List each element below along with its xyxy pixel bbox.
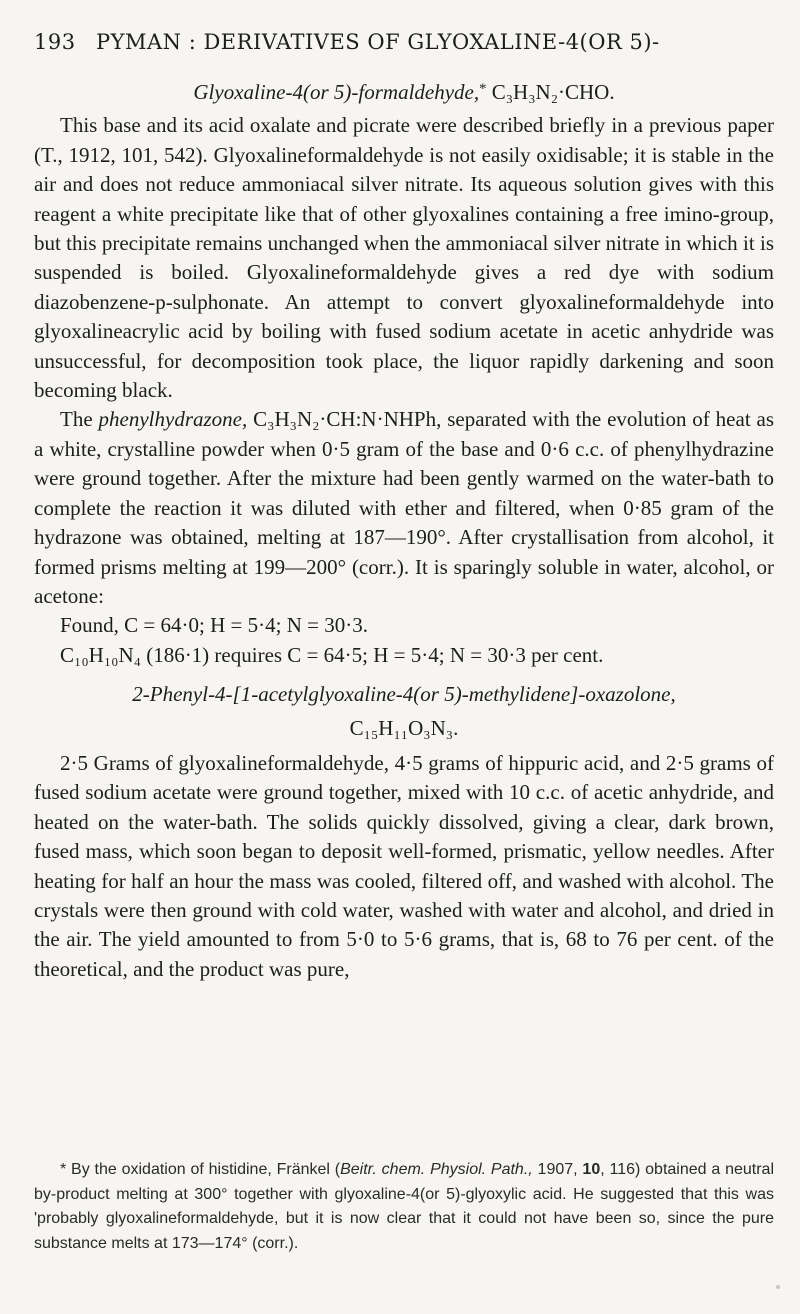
running-title: PYMAN : DERIVATIVES OF GLYOXALINE-4(OR 5)- xyxy=(96,30,660,54)
section-heading-glyoxaline-formaldehyde xyxy=(34,78,774,107)
page-number: 193 xyxy=(34,30,76,54)
body-text xyxy=(34,72,774,984)
footnote-volume: 10 xyxy=(582,1161,601,1178)
footnote-year: 1907, xyxy=(532,1161,583,1178)
running-header xyxy=(34,30,774,54)
footnote-journal: Beitr. chem. Physiol. Path., xyxy=(340,1161,533,1178)
analysis-requires: C₁₀H₁₀N₄ (186·1) requires C = 64·5; H = 5·4; N = 30·3 per cent. xyxy=(60,642,604,667)
section-heading-oxazolone xyxy=(34,680,774,709)
compound-formula-phenylhydrazone: C₃H₃N₂·CH:N·NHPh, xyxy=(253,407,442,432)
compound-name-phenylhydrazone: phenylhydrazone, xyxy=(98,407,248,432)
compound-formula: C₃H₃N₂·CHO. xyxy=(491,80,615,104)
paragraph-body: separated with the evolution of heat as a white, crystalline powder when 0·5 gram of the base and 0·6 c.c. of phenylhydrazine were ground together. After the mixture had been gently warmed on the water-bath to complete the reaction it was diluted with ether and filtered, when 0·85 gram of the hydrazone was obtained, melting at 187—190°. After crystallisation from alcohol, it formed prisms melting at 199—200° (corr.). It is sparingly soluble in water, alcohol, or acetone: xyxy=(34,407,775,608)
paragraph-lead: The xyxy=(60,407,93,432)
paragraph-properties: This base and its acid oxalate and picrate were described briefly in a previous paper (T., 1912, 101, 542). Glyoxalineformaldehyde is not easily oxidisable; it is stable in the air and does not reduce ammoniacal silver nitrate. Its aqueous solution gives with this reagent a white precipitate like that of other glyoxalines containing a free imino-group, but this precipitate remains unchanged when the ammoniacal silver nitrate in which it is suspended is boiled. Glyoxalineformaldehyde gives a red dye with sodium diazobenzene-p-sulphonate. An attempt to convert glyoxalineformaldehyde into glyoxalineacrylic acid by boiling with fused sodium acetate in acetic anhydride was unsuccessful, for decomposition took place, the liquor rapidly darkening and soon becoming black. xyxy=(34,113,774,403)
paragraph-oxazolone-preparation: 2·5 Grams of glyoxalineformaldehyde, 4·5 grams of hippuric acid, and 2·5 grams of fused sodium acetate were ground together, mixed with 10 c.c. of acetic anhydride, and heated on the water-bath. The solids quickly dissolved, giving a clear, dark brown, fused mass, which soon began to deposit well-formed, prismatic, yellow needles. After heating for half an hour the mass was cooled, filtered off, and washed with alcohol. The crystals were then ground with cold water, washed with water and alcohol, and dried in the air. The yield amounted to from 5·0 to 5·6 grams, that is, 68 to 76 per cent. of the theoretical, and the product was pure, xyxy=(34,750,774,981)
footnote xyxy=(34,1158,774,1256)
compound-formula-oxazolone: C₁₅H₁₁O₃N₃. xyxy=(349,715,459,740)
compound-name-oxazolone: 2-Phenyl-4-[1-acetylglyoxaline-4(or 5)-methylidene]-oxazolone, xyxy=(132,682,676,707)
footnote-lead: * By the oxidation of histidine, Fränkel ( xyxy=(60,1161,341,1178)
footnote-marker: * xyxy=(479,81,487,98)
paragraph-phenylhydrazone xyxy=(34,405,774,611)
page-speck xyxy=(776,1285,780,1289)
compound-name: Glyoxaline-4(or 5)-formaldehyde, xyxy=(193,80,480,104)
footnote-body: , 116) obtained a neutral by-product melting at 300° together with glyoxaline-4(or 5)-glyoxylic acid. He suggested that this was 'probably glyoxalineformaldehyde, but it is now clear that it could not have been so, since the pure substance melts at 173—174° (corr.). xyxy=(34,1161,774,1252)
analysis-found: Found, C = 64·0; H = 5·4; N = 30·3. xyxy=(60,613,368,638)
footnote-text xyxy=(34,1158,774,1256)
